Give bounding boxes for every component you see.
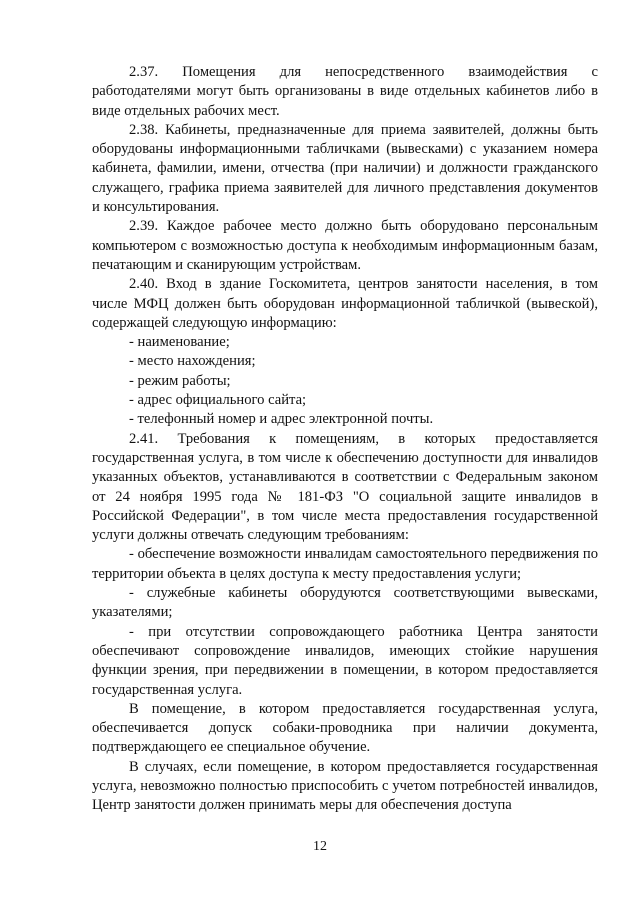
paragraph-2-38: 2.38. Кабинеты, предназначенные для приема заявителей, должны быть оборудованы информационными табличками (вывесками) с указанием номера кабинета, фамилии, имени, отчества (при наличии) и должности гражданского служащего, графика приема заявителей для личного представления документов и консультирования. (92, 121, 598, 216)
document-page (92, 63, 598, 816)
paragraph-2-37: 2.37. Помещения для непосредственного взаимодействия с работодателями могут быть организованы в виде отдельных кабинетов либо в виде отдельных рабочих мест. (92, 64, 598, 119)
paragraph-2-39: 2.39. Каждое рабочее место должно быть оборудовано персональным компьютером с возможностью доступа к необходимым информационным базам, печатающим и сканирующим устройствам. (92, 218, 598, 273)
requirement-item: - при отсутствии сопровождающего работника Центра занятости обеспечивают сопровождение инвалидов, имеющих стойкие нарушения функции зрения, при передвижении в помещении, в котором предоставляется государственная услуга. (92, 623, 598, 698)
page-number: 12 (313, 839, 327, 854)
info-list (92, 333, 598, 429)
paragraph-2-40: 2.40. Вход в здание Госкомитета, центров занятости населения, в том числе МФЦ должен быть оборудован информационной табличкой (вывеской), содержащей следующую информацию: (92, 276, 598, 331)
requirement-item: - обеспечение возможности инвалидам самостоятельного передвижения по территории объекта в целях доступа к месту предоставления услуги; (92, 546, 598, 582)
list-item: - режим работы; (129, 372, 231, 389)
paragraph-accessibility: В случаях, если помещение, в котором предоставляется государственная услуга, невозможно полностью приспособить с учетом потребностей инвалидов, Центр занятости должен принимать меры для обеспечения доступа (92, 758, 598, 814)
paragraph-guide-dog: В помещение, в котором предоставляется государственная услуга, обеспечивается допуск собаки-проводника при наличии документа, подтверждающего ее специальное обучение. (92, 700, 598, 756)
list-item: - наименование; (129, 334, 230, 351)
list-item: - адрес официального сайта; (129, 392, 307, 409)
list-item: - телефонный номер и адрес электронной почты. (129, 411, 434, 428)
requirement-item: - служебные кабинеты оборудуются соответствующими вывесками, указателями; (92, 585, 598, 621)
paragraph-2-41: 2.41. Требования к помещениям, в которых предоставляется государственная услуга, в том числе к обеспечению доступности для инвалидов указанных объектов, устанавливаются в соответствии с Федеральным законом от 24 ноября 1995 года № 181-ФЗ "О социальной защите инвалидов в Российской Федерации", в том числе места предоставления государственной услуги должны отвечать следующим требованиям: (92, 430, 598, 544)
list-item: - место нахождения; (129, 353, 256, 370)
